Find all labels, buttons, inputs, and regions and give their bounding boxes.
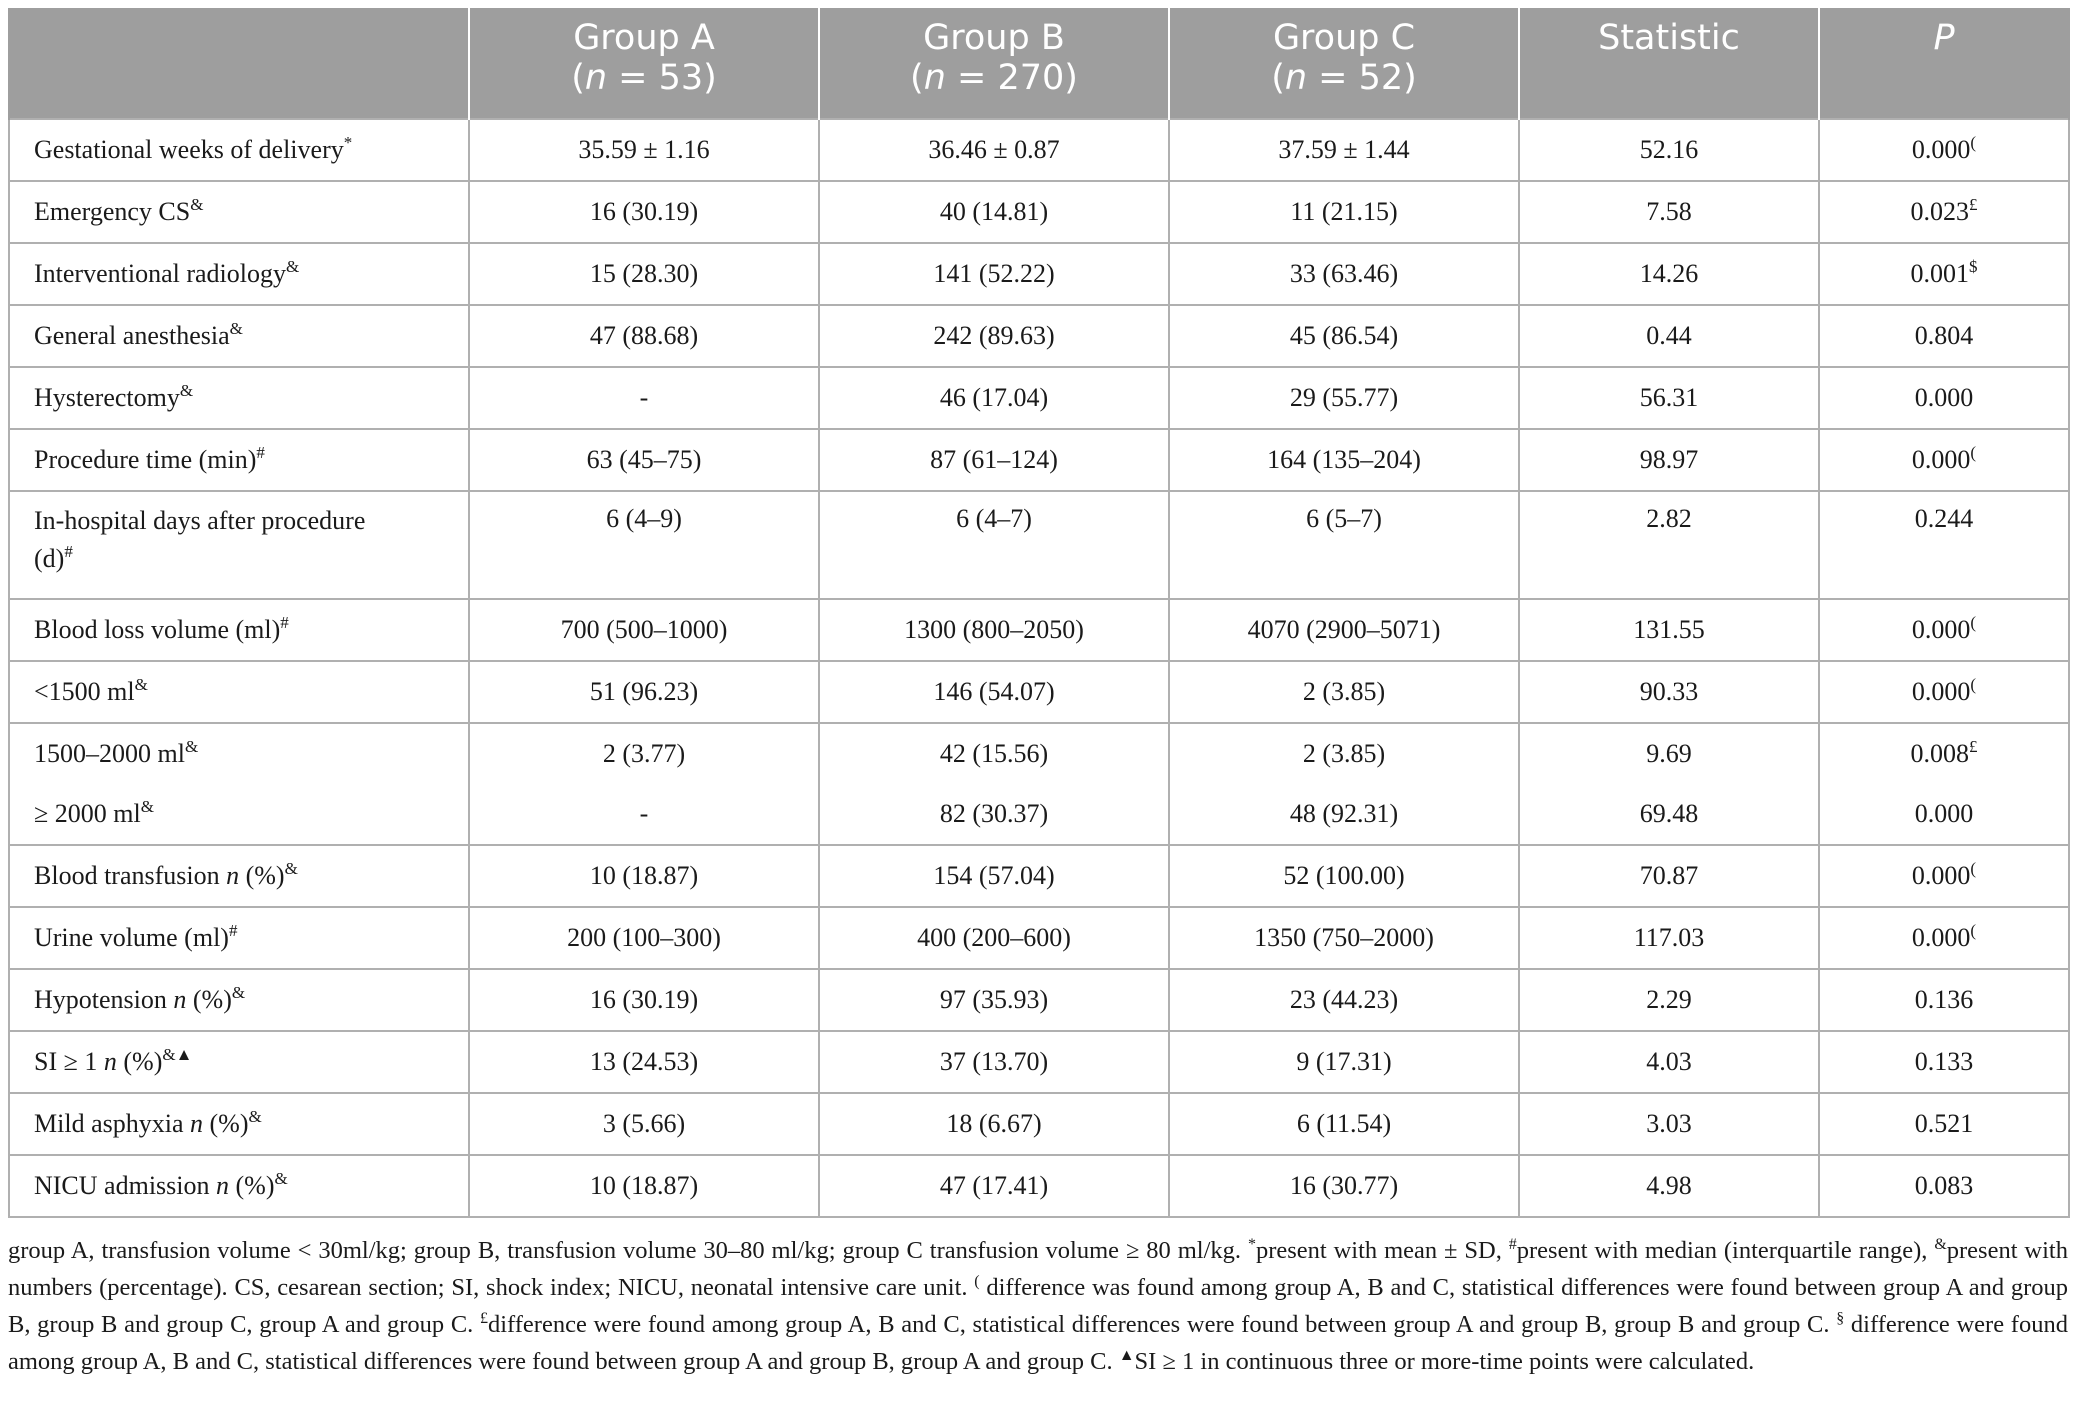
cell-statistic: 2.82 <box>1519 491 1819 599</box>
table-row <box>9 119 2069 181</box>
table-row <box>9 181 2069 243</box>
cell-p <box>1819 305 2069 367</box>
cell-group-c: 2 (3.85) <box>1169 723 1519 784</box>
cell-group-c: 29 (55.77) <box>1169 367 1519 429</box>
footnote-symbol: & <box>1934 1236 1947 1253</box>
cell-statistic: 56.31 <box>1519 367 1819 429</box>
row-label-sup: # <box>64 542 73 561</box>
cell-group-b: 146 (54.07) <box>819 661 1169 723</box>
cell-group-b: 46 (17.04) <box>819 367 1169 429</box>
results-table <box>8 8 2070 1218</box>
footnote-text: difference were found among group A, B and C, statistical differences were found between group A and group B, group B and group C. <box>488 1311 1837 1338</box>
header-group-b-n: n <box>923 58 946 98</box>
row-label <box>9 305 469 367</box>
cell-group-a: 16 (30.19) <box>469 181 819 243</box>
row-label-italic: n <box>216 1171 229 1200</box>
row-label-sup: & <box>229 319 243 338</box>
row-label <box>9 599 469 661</box>
header-blank <box>9 8 469 119</box>
row-label-text: In-hospital days after procedure <box>34 506 366 535</box>
row-label-line2: (d) <box>34 544 65 573</box>
cell-group-b: 42 (15.56) <box>819 723 1169 784</box>
cell-p <box>1819 429 2069 491</box>
cell-group-c: 9 (17.31) <box>1169 1031 1519 1093</box>
row-label-sup: # <box>256 443 265 462</box>
cell-group-b: 36.46 ± 0.87 <box>819 119 1169 181</box>
footnote-text: present with mean ± SD, <box>1255 1237 1509 1264</box>
row-label-text: Blood loss volume (ml) <box>34 615 281 644</box>
cell-statistic: 14.26 <box>1519 243 1819 305</box>
footnote-text: difference were found among group A, B and C, statistical differences were found between group A and group B, group A and group C. <box>8 1311 2068 1375</box>
footnote-symbol: ▲ <box>1118 1347 1135 1364</box>
cell-statistic: 0.44 <box>1519 305 1819 367</box>
cell-group-c: 1350 (750–2000) <box>1169 907 1519 969</box>
cell-group-a: 47 (88.68) <box>469 305 819 367</box>
footnote-symbol: £ <box>480 1310 488 1327</box>
row-label-sup: & <box>140 797 154 816</box>
row-label <box>9 1093 469 1155</box>
cell-p <box>1819 367 2069 429</box>
footnote-symbol: # <box>1508 1236 1517 1253</box>
cell-statistic: 131.55 <box>1519 599 1819 661</box>
cell-statistic: 117.03 <box>1519 907 1819 969</box>
header-open-paren: ( <box>910 58 924 98</box>
table-row <box>9 845 2069 907</box>
row-label-text: NICU admission <box>34 1171 216 1200</box>
row-label-after: (%) <box>239 861 285 890</box>
row-label-italic: n <box>226 861 240 890</box>
header-group-a-title: Group A <box>573 18 715 58</box>
table-row <box>9 784 2069 845</box>
cell-p <box>1819 1155 2069 1217</box>
cell-p-sup: £ <box>1969 195 1978 214</box>
cell-group-a: - <box>469 784 819 845</box>
cell-p <box>1819 969 2069 1031</box>
row-label-after: (%) <box>203 1109 249 1138</box>
footnote-text: group A, transfusion volume < 30ml/kg; group B, transfusion volume 30–80 ml/kg; group C transfusion volume ≥ 80 ml/kg. <box>8 1237 1248 1264</box>
header-group-c-title: Group C <box>1272 18 1416 58</box>
cell-group-a: 35.59 ± 1.16 <box>469 119 819 181</box>
cell-group-b: 400 (200–600) <box>819 907 1169 969</box>
cell-p-value: 0.000 <box>1914 383 1974 412</box>
header-statistic: Statistic <box>1519 8 1819 119</box>
row-label-text: Emergency CS <box>34 197 191 226</box>
header-p-label: P <box>1933 18 1955 58</box>
footnote-text: present with numbers (percentage). CS, cesarean section; SI, shock index; NICU, neonatal intensive care unit. <box>8 1237 2068 1301</box>
cell-p-value: 0.000 <box>1911 861 1971 890</box>
header-row <box>9 8 2069 119</box>
cell-p <box>1819 599 2069 661</box>
table-row <box>9 305 2069 367</box>
cell-group-a: 10 (18.87) <box>469 845 819 907</box>
row-label-text: Procedure time (min) <box>34 445 257 474</box>
footnote-symbol: ( <box>974 1273 980 1290</box>
cell-group-c: 33 (63.46) <box>1169 243 1519 305</box>
cell-group-b: 87 (61–124) <box>819 429 1169 491</box>
cell-group-a: 63 (45–75) <box>469 429 819 491</box>
footnote-symbol: § <box>1836 1310 1845 1327</box>
cell-p <box>1819 845 2069 907</box>
row-label <box>9 243 469 305</box>
header-group-a-count: = 53) <box>607 58 717 98</box>
cell-group-c: 45 (86.54) <box>1169 305 1519 367</box>
cell-p-value: 0.133 <box>1914 1047 1974 1076</box>
row-label-after: (%) <box>186 985 232 1014</box>
cell-p-sup: £ <box>1969 737 1978 756</box>
header-group-c-count: = 52) <box>1307 58 1417 98</box>
row-label-sup: * <box>343 133 353 152</box>
cell-statistic: 9.69 <box>1519 723 1819 784</box>
row-label-sup: & <box>284 859 298 878</box>
cell-p <box>1819 181 2069 243</box>
row-label-text: Mild asphyxia <box>34 1109 190 1138</box>
cell-p-sup: ( <box>1970 613 1977 632</box>
cell-statistic: 70.87 <box>1519 845 1819 907</box>
row-label <box>9 723 469 784</box>
cell-group-c: 23 (44.23) <box>1169 969 1519 1031</box>
cell-group-b: 18 (6.67) <box>819 1093 1169 1155</box>
cell-p <box>1819 1031 2069 1093</box>
row-label-italic: n <box>103 1047 117 1076</box>
row-label-text: <1500 ml <box>34 677 135 706</box>
row-label-text: 1500–2000 ml <box>34 739 185 768</box>
row-label-text: ≥ 2000 ml <box>34 799 141 828</box>
cell-p <box>1819 723 2069 784</box>
cell-p-value: 0.000 <box>1911 615 1971 644</box>
row-label-sup: & <box>248 1107 262 1126</box>
cell-p-value: 0.000 <box>1914 799 1974 828</box>
cell-p <box>1819 784 2069 845</box>
cell-group-c: 2 (3.85) <box>1169 661 1519 723</box>
cell-group-a: 3 (5.66) <box>469 1093 819 1155</box>
table-row <box>9 1093 2069 1155</box>
cell-group-c: 52 (100.00) <box>1169 845 1519 907</box>
cell-p-value: 0.244 <box>1914 504 1974 533</box>
table-footnote <box>8 1232 2068 1380</box>
cell-p-sup: ( <box>1970 859 1977 878</box>
table-row <box>9 599 2069 661</box>
cell-group-a: 10 (18.87) <box>469 1155 819 1217</box>
cell-p-value: 0.083 <box>1914 1171 1974 1200</box>
cell-group-c: 16 (30.77) <box>1169 1155 1519 1217</box>
row-label <box>9 429 469 491</box>
row-label-sup: & <box>179 381 194 400</box>
cell-statistic: 3.03 <box>1519 1093 1819 1155</box>
cell-group-a: 15 (28.30) <box>469 243 819 305</box>
header-group-b-count: = 270) <box>945 58 1078 98</box>
row-label-sup: & <box>190 195 204 214</box>
cell-p-value: 0.000 <box>1911 445 1971 474</box>
cell-p-value: 0.000 <box>1911 677 1971 706</box>
cell-group-c: 6 (11.54) <box>1169 1093 1519 1155</box>
cell-group-a: 700 (500–1000) <box>469 599 819 661</box>
cell-p-value: 0.000 <box>1911 135 1971 164</box>
cell-group-a: 51 (96.23) <box>469 661 819 723</box>
header-open-paren: ( <box>571 58 585 98</box>
cell-statistic: 90.33 <box>1519 661 1819 723</box>
row-label-after: (%) <box>116 1047 163 1076</box>
row-label-italic: n <box>173 985 187 1014</box>
cell-group-a: 200 (100–300) <box>469 907 819 969</box>
cell-statistic: 2.29 <box>1519 969 1819 1031</box>
cell-p <box>1819 119 2069 181</box>
header-group-a <box>469 8 819 119</box>
cell-statistic: 4.98 <box>1519 1155 1819 1217</box>
row-label-sup: & <box>285 257 300 276</box>
row-label <box>9 1031 469 1093</box>
row-label <box>9 784 469 845</box>
cell-group-b: 82 (30.37) <box>819 784 1169 845</box>
header-group-b <box>819 8 1169 119</box>
cell-group-a: 16 (30.19) <box>469 969 819 1031</box>
cell-group-c: 48 (92.31) <box>1169 784 1519 845</box>
row-label-sup: & <box>134 675 148 694</box>
row-label-sup: & <box>231 983 246 1002</box>
row-label-sup: &▲ <box>162 1045 193 1064</box>
table-row <box>9 243 2069 305</box>
cell-group-b: 40 (14.81) <box>819 181 1169 243</box>
cell-group-a: 13 (24.53) <box>469 1031 819 1093</box>
cell-group-c: 4070 (2900–5071) <box>1169 599 1519 661</box>
header-group-c-n: n <box>1284 58 1308 98</box>
cell-p <box>1819 491 2069 599</box>
cell-group-b: 154 (57.04) <box>819 845 1169 907</box>
table-row <box>9 429 2069 491</box>
header-group-a-n: n <box>584 58 608 98</box>
row-label <box>9 119 469 181</box>
table-row <box>9 969 2069 1031</box>
cell-group-c: 37.59 ± 1.44 <box>1169 119 1519 181</box>
row-label-text: Hysterectomy <box>34 383 180 412</box>
cell-group-b: 141 (52.22) <box>819 243 1169 305</box>
row-label-text: SI ≥ 1 <box>34 1047 104 1076</box>
cell-p-sup: ( <box>1970 133 1977 152</box>
row-label <box>9 907 469 969</box>
cell-p-sup: ( <box>1970 443 1977 462</box>
header-p <box>1819 8 2069 119</box>
cell-group-b: 37 (13.70) <box>819 1031 1169 1093</box>
cell-statistic: 69.48 <box>1519 784 1819 845</box>
cell-p-value: 0.023 <box>1910 197 1969 226</box>
cell-group-b: 6 (4–7) <box>819 491 1169 599</box>
cell-group-a: - <box>469 367 819 429</box>
row-label-text: Urine volume (ml) <box>34 923 229 952</box>
cell-group-a: 6 (4–9) <box>469 491 819 599</box>
cell-p-sup: $ <box>1969 257 1978 276</box>
cell-p-value: 0.008 <box>1910 739 1969 768</box>
table-body <box>9 119 2069 1217</box>
table-row <box>9 661 2069 723</box>
table-row <box>9 907 2069 969</box>
row-label-italic: n <box>190 1109 203 1138</box>
cell-statistic: 4.03 <box>1519 1031 1819 1093</box>
cell-p-value: 0.000 <box>1911 923 1971 952</box>
table-row <box>9 723 2069 784</box>
table-row <box>9 1031 2069 1093</box>
row-label-text: Interventional radiology <box>34 259 286 288</box>
cell-group-b: 242 (89.63) <box>819 305 1169 367</box>
row-label <box>9 491 469 599</box>
cell-group-c: 6 (5–7) <box>1169 491 1519 599</box>
row-label-text: Blood transfusion <box>34 861 227 890</box>
footnote-text: SI ≥ 1 in continuous three or more-time points were calculated. <box>1134 1348 1755 1375</box>
row-label-sup: & <box>184 737 199 756</box>
row-label-sup: # <box>228 921 238 940</box>
cell-p-sup: ( <box>1970 675 1977 694</box>
row-label <box>9 1155 469 1217</box>
cell-group-c: 11 (21.15) <box>1169 181 1519 243</box>
cell-p-value: 0.001 <box>1910 259 1969 288</box>
row-label <box>9 181 469 243</box>
row-label-after: (%) <box>229 1171 275 1200</box>
cell-group-b: 1300 (800–2050) <box>819 599 1169 661</box>
row-label <box>9 845 469 907</box>
table-row <box>9 1155 2069 1217</box>
row-label-sup: & <box>274 1169 288 1188</box>
cell-statistic: 7.58 <box>1519 181 1819 243</box>
row-label <box>9 969 469 1031</box>
cell-group-b: 47 (17.41) <box>819 1155 1169 1217</box>
cell-group-b: 97 (35.93) <box>819 969 1169 1031</box>
footnote-symbol: * <box>1247 1236 1256 1253</box>
cell-p <box>1819 661 2069 723</box>
footnote-text: present with median (interquartile range), <box>1516 1237 1935 1264</box>
cell-p-value: 0.804 <box>1914 321 1974 350</box>
header-group-b-title: Group B <box>923 18 1065 58</box>
cell-p-value: 0.521 <box>1914 1109 1974 1138</box>
row-label <box>9 367 469 429</box>
row-label-text: Gestational weeks of delivery <box>34 135 344 164</box>
row-label-text: Hypotension <box>34 985 174 1014</box>
row-label-text: General anesthesia <box>34 321 230 350</box>
row-label <box>9 661 469 723</box>
table-row <box>9 367 2069 429</box>
cell-p <box>1819 1093 2069 1155</box>
cell-p-value: 0.136 <box>1914 985 1974 1014</box>
table-container <box>8 8 2068 1380</box>
cell-group-a: 2 (3.77) <box>469 723 819 784</box>
table-row <box>9 491 2069 599</box>
cell-statistic: 52.16 <box>1519 119 1819 181</box>
header-open-paren: ( <box>1271 58 1285 98</box>
row-label-sup: # <box>280 613 289 632</box>
table-header <box>9 8 2069 119</box>
cell-p <box>1819 243 2069 305</box>
cell-p <box>1819 907 2069 969</box>
cell-p-sup: ( <box>1970 921 1977 940</box>
header-group-c <box>1169 8 1519 119</box>
cell-group-c: 164 (135–204) <box>1169 429 1519 491</box>
footnote-text: difference was found among group A, B and C, statistical differences were found between group A and group B, group B and group C, group A and group C. <box>8 1274 2068 1338</box>
cell-statistic: 98.97 <box>1519 429 1819 491</box>
